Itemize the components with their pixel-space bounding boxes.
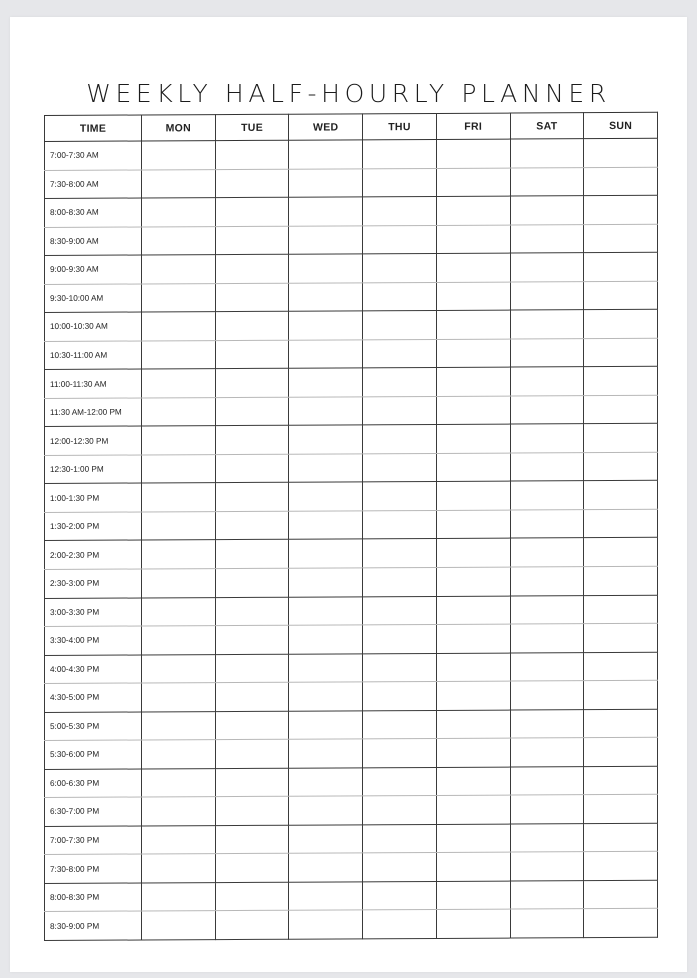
- planner-cell-sat[interactable]: [510, 766, 584, 795]
- planner-cell-fri[interactable]: [436, 909, 510, 938]
- planner-cell-tue[interactable]: [215, 568, 289, 597]
- time-slot-label: 12:00-12:30 PM: [45, 426, 142, 455]
- time-slot-label: 7:00-7:30 PM: [45, 826, 142, 855]
- planner-cell-fri[interactable]: [436, 253, 510, 282]
- planner-cell-sun[interactable]: [584, 909, 658, 938]
- time-slot-row: [45, 195, 658, 227]
- planner-cell-fri[interactable]: [436, 767, 510, 796]
- planner-cell-tue[interactable]: [215, 454, 289, 483]
- time-slot-label: 2:00-2:30 PM: [45, 540, 142, 569]
- planner-cell-wed[interactable]: [289, 853, 363, 882]
- planner-cell-mon[interactable]: [142, 683, 216, 712]
- time-slot-label: 8:30-9:00 PM: [45, 911, 142, 940]
- planner-cell-wed[interactable]: [289, 710, 363, 739]
- planner-cell-thu[interactable]: [363, 510, 437, 539]
- time-slot-label: 1:30-2:00 PM: [45, 512, 142, 541]
- column-header-thu: THU: [363, 113, 437, 139]
- time-slot-row: [45, 452, 658, 484]
- planner-cell-fri[interactable]: [436, 168, 510, 197]
- planner-cell-sat[interactable]: [510, 510, 584, 539]
- time-slot-row: [45, 652, 658, 684]
- planner-cell-tue[interactable]: [215, 540, 289, 569]
- planner-cell-thu[interactable]: [363, 254, 437, 283]
- planner-cell-wed[interactable]: [289, 454, 363, 483]
- planner-cell-wed[interactable]: [289, 397, 363, 426]
- planner-cell-tue[interactable]: [215, 254, 289, 283]
- column-header-fri: FRI: [436, 113, 510, 139]
- planner-cell-thu[interactable]: [363, 396, 437, 425]
- planner-cell-sat[interactable]: [510, 624, 584, 653]
- time-slot-label: 5:30-6:00 PM: [45, 740, 142, 769]
- time-slot-row: [45, 680, 658, 712]
- time-slot-label: 7:30-8:00 PM: [45, 854, 142, 883]
- planner-cell-sat[interactable]: [510, 224, 584, 253]
- planner-cell-sat[interactable]: [510, 453, 584, 482]
- planner-cell-tue[interactable]: [215, 768, 289, 797]
- planner-cell-sun[interactable]: [584, 766, 658, 795]
- time-slot-label: 1:00-1:30 PM: [45, 483, 142, 512]
- planner-cell-sat[interactable]: [510, 852, 584, 881]
- time-slot-label: 10:00-10:30 AM: [45, 312, 142, 341]
- planner-cell-tue[interactable]: [215, 169, 289, 198]
- planner-cell-sat[interactable]: [510, 538, 584, 567]
- planner-cell-sun[interactable]: [584, 823, 658, 852]
- planner-cell-mon[interactable]: [142, 825, 216, 854]
- planner-cell-mon[interactable]: [142, 654, 216, 683]
- planner-cell-sun[interactable]: [584, 709, 658, 738]
- time-slot-row: [45, 766, 658, 798]
- time-slot-row: [45, 737, 658, 769]
- planner-cell-tue[interactable]: [215, 397, 289, 426]
- planner-cell-fri[interactable]: [436, 795, 510, 824]
- planner-cell-mon[interactable]: [142, 740, 216, 769]
- planner-cell-mon[interactable]: [142, 397, 216, 426]
- planner-cell-tue[interactable]: [215, 711, 289, 740]
- planner-cell-thu[interactable]: [363, 853, 437, 882]
- time-slot-row: [45, 252, 658, 284]
- planner-grid: [44, 112, 658, 941]
- planner-cell-thu[interactable]: [363, 767, 437, 796]
- planner-cell-sun[interactable]: [584, 424, 658, 453]
- planner-cell-mon[interactable]: [142, 797, 216, 826]
- planner-cell-tue[interactable]: [215, 511, 289, 540]
- planner-cell-sat[interactable]: [510, 823, 584, 852]
- time-slot-row: [45, 424, 658, 456]
- planner-cell-wed[interactable]: [289, 568, 363, 597]
- planner-cell-sat[interactable]: [510, 253, 584, 282]
- planner-cell-sun[interactable]: [584, 737, 658, 766]
- planner-cell-wed[interactable]: [289, 768, 363, 797]
- planner-cell-wed[interactable]: [289, 225, 363, 254]
- planner-cell-wed[interactable]: [289, 910, 363, 939]
- planner-cell-mon[interactable]: [142, 626, 216, 655]
- planner-cell-sat[interactable]: [510, 738, 584, 767]
- planner-table: [44, 112, 658, 941]
- planner-cell-fri[interactable]: [436, 624, 510, 653]
- time-slot-label: 11:00-11:30 AM: [45, 369, 142, 398]
- planner-cell-thu[interactable]: [363, 368, 437, 397]
- planner-cell-sat[interactable]: [510, 338, 584, 367]
- time-slot-label: 8:00-8:30 AM: [45, 198, 142, 227]
- planner-cell-mon[interactable]: [142, 454, 216, 483]
- column-header-sun: SUN: [584, 112, 658, 138]
- planner-cell-wed[interactable]: [289, 825, 363, 854]
- planner-cell-fri[interactable]: [436, 196, 510, 225]
- planner-cell-sat[interactable]: [510, 652, 584, 681]
- planner-cell-sun[interactable]: [584, 595, 658, 624]
- planner-cell-wed[interactable]: [289, 254, 363, 283]
- time-slot-row: [45, 538, 658, 570]
- planner-cell-fri[interactable]: [436, 310, 510, 339]
- planner-cell-thu[interactable]: [363, 539, 437, 568]
- planner-cell-mon[interactable]: [142, 255, 216, 284]
- planner-cell-sun[interactable]: [584, 452, 658, 481]
- planner-cell-mon[interactable]: [142, 711, 216, 740]
- planner-cell-sun[interactable]: [584, 566, 658, 595]
- planner-cell-thu[interactable]: [363, 282, 437, 311]
- planner-cell-wed[interactable]: [289, 168, 363, 197]
- planner-cell-sun[interactable]: [584, 281, 658, 310]
- header-row: [45, 112, 658, 141]
- time-slot-row: [45, 566, 658, 598]
- time-slot-row: [45, 338, 658, 370]
- planner-cell-thu[interactable]: [363, 567, 437, 596]
- planner-cell-sun[interactable]: [584, 795, 658, 824]
- time-slot-label: 4:00-4:30 PM: [45, 655, 142, 684]
- planner-cell-fri[interactable]: [436, 538, 510, 567]
- page-title: WEEKLY HALF-HOURLY PLANNER: [86, 79, 611, 108]
- planner-cell-tue[interactable]: [215, 796, 289, 825]
- planner-cell-sun[interactable]: [584, 167, 658, 196]
- planner-cell-sat[interactable]: [510, 681, 584, 710]
- planner-cell-thu[interactable]: [363, 482, 437, 511]
- time-slot-label: 2:30-3:00 PM: [45, 569, 142, 598]
- planner-cell-fri[interactable]: [436, 852, 510, 881]
- time-slot-label: 5:00-5:30 PM: [45, 712, 142, 741]
- planner-cell-wed[interactable]: [289, 197, 363, 226]
- planner-cell-tue[interactable]: [215, 483, 289, 512]
- time-slot-row: [45, 880, 658, 912]
- planner-cell-wed[interactable]: [289, 368, 363, 397]
- planner-cell-sat[interactable]: [510, 795, 584, 824]
- planner-cell-fri[interactable]: [436, 424, 510, 453]
- planner-cell-mon[interactable]: [142, 768, 216, 797]
- planner-cell-thu[interactable]: [363, 225, 437, 254]
- planner-cell-sun[interactable]: [584, 224, 658, 253]
- planner-cell-mon[interactable]: [142, 882, 216, 911]
- planner-cell-wed[interactable]: [289, 282, 363, 311]
- time-slot-label: 7:00-7:30 AM: [45, 141, 142, 170]
- planner-cell-sat[interactable]: [510, 595, 584, 624]
- planner-cell-thu[interactable]: [363, 339, 437, 368]
- time-slot-row: [45, 224, 658, 256]
- planner-cell-sun[interactable]: [584, 880, 658, 909]
- planner-cell-fri[interactable]: [436, 710, 510, 739]
- planner-cell-tue[interactable]: [215, 283, 289, 312]
- planner-cell-mon[interactable]: [142, 226, 216, 255]
- planner-cell-wed[interactable]: [289, 140, 363, 169]
- planner-cell-wed[interactable]: [289, 511, 363, 540]
- planner-cell-wed[interactable]: [289, 625, 363, 654]
- planner-cell-tue[interactable]: [215, 197, 289, 226]
- planner-cell-sun[interactable]: [584, 852, 658, 881]
- time-slot-row: [45, 595, 658, 627]
- planner-page: [10, 17, 687, 972]
- planner-cell-thu[interactable]: [363, 710, 437, 739]
- planner-cell-fri[interactable]: [436, 824, 510, 853]
- planner-cell-thu[interactable]: [363, 881, 437, 910]
- time-slot-label: 8:30-9:00 AM: [45, 227, 142, 256]
- planner-cell-mon[interactable]: [142, 483, 216, 512]
- planner-cell-wed[interactable]: [289, 340, 363, 369]
- planner-cell-thu[interactable]: [363, 624, 437, 653]
- planner-cell-mon[interactable]: [142, 312, 216, 341]
- planner-cell-mon[interactable]: [142, 141, 216, 170]
- planner-cell-mon[interactable]: [142, 283, 216, 312]
- time-slot-label: 12:30-1:00 PM: [45, 455, 142, 484]
- planner-cell-thu[interactable]: [363, 910, 437, 939]
- planner-cell-tue[interactable]: [215, 825, 289, 854]
- planner-cell-sat[interactable]: [510, 167, 584, 196]
- planner-cell-fri[interactable]: [436, 681, 510, 710]
- planner-cell-thu[interactable]: [363, 168, 437, 197]
- time-slot-row: [45, 481, 658, 513]
- planner-cell-fri[interactable]: [436, 738, 510, 767]
- planner-cell-mon[interactable]: [142, 198, 216, 227]
- planner-cell-tue[interactable]: [215, 368, 289, 397]
- planner-cell-fri[interactable]: [436, 567, 510, 596]
- planner-cell-tue[interactable]: [215, 654, 289, 683]
- planner-cell-sun[interactable]: [584, 481, 658, 510]
- planner-cell-sun[interactable]: [584, 652, 658, 681]
- planner-cell-mon[interactable]: [142, 854, 216, 883]
- planner-body: [45, 138, 658, 940]
- planner-cell-sat[interactable]: [510, 139, 584, 168]
- time-slot-label: 3:30-4:00 PM: [45, 626, 142, 655]
- planner-cell-tue[interactable]: [215, 625, 289, 654]
- planner-cell-tue[interactable]: [215, 597, 289, 626]
- time-slot-row: [45, 395, 658, 427]
- time-slot-label: 9:30-10:00 AM: [45, 284, 142, 313]
- column-header-mon: MON: [142, 115, 216, 141]
- column-header-wed: WED: [289, 114, 363, 140]
- planner-cell-sat[interactable]: [510, 909, 584, 938]
- planner-cell-tue[interactable]: [215, 226, 289, 255]
- planner-cell-mon[interactable]: [142, 369, 216, 398]
- planner-cell-thu[interactable]: [363, 139, 437, 168]
- planner-cell-wed[interactable]: [289, 739, 363, 768]
- planner-cell-tue[interactable]: [215, 140, 289, 169]
- planner-cell-sun[interactable]: [584, 309, 658, 338]
- planner-cell-sun[interactable]: [584, 367, 658, 396]
- planner-cell-thu[interactable]: [363, 682, 437, 711]
- planner-cell-wed[interactable]: [289, 882, 363, 911]
- planner-cell-tue[interactable]: [215, 311, 289, 340]
- column-header-tue: TUE: [215, 114, 289, 140]
- planner-cell-mon[interactable]: [142, 426, 216, 455]
- time-slot-row: [45, 281, 658, 313]
- planner-cell-sun[interactable]: [584, 338, 658, 367]
- planner-cell-wed[interactable]: [289, 596, 363, 625]
- time-slot-row: [45, 138, 658, 170]
- time-slot-row: [45, 795, 658, 827]
- column-header-sat: SAT: [510, 113, 584, 139]
- planner-cell-tue[interactable]: [215, 853, 289, 882]
- planner-cell-sat[interactable]: [510, 310, 584, 339]
- planner-cell-mon[interactable]: [142, 169, 216, 198]
- planner-cell-sun[interactable]: [584, 680, 658, 709]
- planner-cell-sun[interactable]: [584, 195, 658, 224]
- planner-cell-sun[interactable]: [584, 623, 658, 652]
- planner-cell-sun[interactable]: [584, 395, 658, 424]
- planner-cell-thu[interactable]: [363, 653, 437, 682]
- time-slot-row: [45, 823, 658, 855]
- time-slot-row: [45, 509, 658, 541]
- time-slot-label: 6:30-7:00 PM: [45, 797, 142, 826]
- planner-cell-sat[interactable]: [510, 880, 584, 909]
- planner-cell-mon[interactable]: [142, 911, 216, 940]
- planner-cell-wed[interactable]: [289, 425, 363, 454]
- planner-cell-thu[interactable]: [363, 796, 437, 825]
- time-slot-row: [45, 167, 658, 199]
- planner-cell-fri[interactable]: [436, 453, 510, 482]
- planner-cell-sat[interactable]: [510, 196, 584, 225]
- planner-cell-tue[interactable]: [215, 882, 289, 911]
- planner-cell-thu[interactable]: [363, 596, 437, 625]
- planner-cell-sun[interactable]: [584, 252, 658, 281]
- planner-cell-mon[interactable]: [142, 540, 216, 569]
- time-slot-row: [45, 367, 658, 399]
- planner-cell-fri[interactable]: [436, 596, 510, 625]
- planner-cell-fri[interactable]: [436, 510, 510, 539]
- time-slot-label: 8:00-8:30 PM: [45, 883, 142, 912]
- planner-cell-fri[interactable]: [436, 225, 510, 254]
- planner-cell-thu[interactable]: [363, 739, 437, 768]
- planner-cell-sat[interactable]: [510, 367, 584, 396]
- planner-cell-mon[interactable]: [142, 569, 216, 598]
- planner-cell-thu[interactable]: [363, 453, 437, 482]
- planner-cell-fri[interactable]: [436, 339, 510, 368]
- planner-cell-wed[interactable]: [289, 653, 363, 682]
- planner-cell-mon[interactable]: [142, 512, 216, 541]
- planner-cell-fri[interactable]: [436, 881, 510, 910]
- planner-cell-sat[interactable]: [510, 709, 584, 738]
- planner-cell-fri[interactable]: [436, 367, 510, 396]
- planner-cell-wed[interactable]: [289, 311, 363, 340]
- planner-cell-sat[interactable]: [510, 424, 584, 453]
- planner-cell-thu[interactable]: [363, 425, 437, 454]
- planner-cell-sun[interactable]: [584, 138, 658, 167]
- time-slot-label: 3:00-3:30 PM: [45, 597, 142, 626]
- planner-cell-thu[interactable]: [363, 197, 437, 226]
- time-slot-label: 9:00-9:30 AM: [45, 255, 142, 284]
- planner-cell-thu[interactable]: [363, 311, 437, 340]
- planner-cell-sun[interactable]: [584, 538, 658, 567]
- column-header-time: TIME: [45, 115, 142, 142]
- planner-cell-tue[interactable]: [215, 682, 289, 711]
- planner-cell-thu[interactable]: [363, 824, 437, 853]
- planner-cell-wed[interactable]: [289, 682, 363, 711]
- time-slot-label: 7:30-8:00 AM: [45, 170, 142, 199]
- time-slot-label: 6:00-6:30 PM: [45, 769, 142, 798]
- planner-cell-fri[interactable]: [436, 653, 510, 682]
- planner-cell-tue[interactable]: [215, 426, 289, 455]
- planner-cell-sat[interactable]: [510, 481, 584, 510]
- planner-cell-fri[interactable]: [436, 139, 510, 168]
- planner-cell-wed[interactable]: [289, 482, 363, 511]
- planner-cell-mon[interactable]: [142, 340, 216, 369]
- time-slot-row: [45, 909, 658, 941]
- planner-cell-fri[interactable]: [436, 481, 510, 510]
- planner-cell-tue[interactable]: [215, 911, 289, 940]
- time-slot-label: 11:30 AM-12:00 PM: [45, 398, 142, 427]
- time-slot-label: 10:30-11:00 AM: [45, 341, 142, 370]
- planner-cell-sat[interactable]: [510, 567, 584, 596]
- time-slot-row: [45, 709, 658, 741]
- time-slot-row: [45, 309, 658, 341]
- planner-cell-wed[interactable]: [289, 539, 363, 568]
- planner-cell-wed[interactable]: [289, 796, 363, 825]
- time-slot-row: [45, 623, 658, 655]
- planner-cell-mon[interactable]: [142, 597, 216, 626]
- time-slot-label: 4:30-5:00 PM: [45, 683, 142, 712]
- planner-cell-fri[interactable]: [436, 396, 510, 425]
- planner-cell-fri[interactable]: [436, 282, 510, 311]
- planner-cell-sat[interactable]: [510, 281, 584, 310]
- planner-cell-sat[interactable]: [510, 395, 584, 424]
- planner-cell-tue[interactable]: [215, 340, 289, 369]
- time-slot-row: [45, 852, 658, 884]
- planner-cell-sun[interactable]: [584, 509, 658, 538]
- planner-cell-tue[interactable]: [215, 739, 289, 768]
